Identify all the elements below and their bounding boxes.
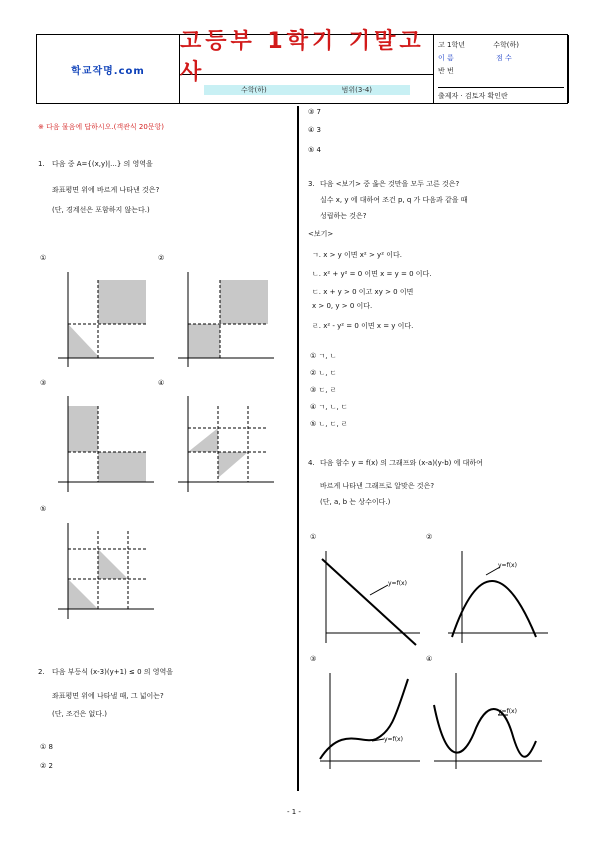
grade-label: 고 1학년 [438,41,465,49]
info-row-4: 출제자 · 검토자 확인란 [438,87,564,101]
logo-text: 학교작명.com [71,65,145,77]
q4-choice-4-graph[interactable] [428,665,546,775]
q4-choice-3-graph[interactable] [312,665,422,775]
shaded-region [68,406,98,452]
q3-choice-5[interactable]: ⑤ ㄴ, ㄷ, ㄹ [310,420,348,428]
shaded-region [98,549,128,579]
shaded-region [68,579,98,609]
graph-curve [434,705,536,757]
q1-choice-3-label[interactable]: ③ [40,379,47,387]
q3-box-label: <보기> [308,230,334,238]
q1-line-3: (단, 경계선은 포함하지 않는다.) [52,206,150,214]
q2-choice-2[interactable]: ② 2 [40,762,53,770]
graph-curve [452,581,536,637]
curve-label: y=f(x) [498,562,517,569]
shaded-region [98,452,146,482]
q1-choice-1-label[interactable]: ① [40,254,47,262]
q3-number: 3. [308,180,315,188]
q3-choice-1[interactable]: ① ㄱ, ㄴ [310,352,337,360]
exam-title: 고등부 1학기 기말고사 [180,35,433,75]
school-logo [37,35,180,103]
range-label: 범위(3-4) [341,86,373,94]
q1-choice-5-label[interactable]: ⑤ [40,505,47,513]
subject-bar [204,85,410,95]
q3-line-1: 다음 <보기> 중 옳은 것만을 모두 고른 것은? [320,180,460,188]
title-cell [180,28,434,103]
section-instruction: ※ 다음 물음에 답하시오.(객관식 20문항) [38,123,165,131]
q3-item-3b: x > 0, y > 0 이다. [312,302,373,310]
course-label: 수학(하) [493,41,519,49]
q4-choice-1-label[interactable]: ① [310,533,317,541]
info-cell [434,35,569,103]
q4-line-1: 다음 함수 y = f(x) 의 그래프와 (x-a)(y-b) 에 대하여 [320,459,483,467]
name-label: 이 름 [438,54,454,62]
info-row-1 [438,40,519,50]
shaded-region [188,428,218,452]
q2-choice-5[interactable]: ⑤ 4 [308,146,321,154]
graph-curve [322,559,416,645]
curve-label: y=f(x) [498,708,517,715]
exam-header [36,28,568,104]
q1-choice-2-graph[interactable] [170,262,280,372]
graph-curve [320,679,408,759]
curve-label: y=f(x) [388,580,407,587]
q4-choice-4-label[interactable]: ④ [426,655,433,663]
score-label: 점 수 [495,54,512,62]
q3-choice-3[interactable]: ③ ㄷ, ㄹ [310,386,337,394]
info-row-2 [438,53,512,63]
q3-item-4: ㄹ. x² - y² = 0 이면 x = y 이다. [312,322,414,330]
page-number: - 1 - [287,808,301,816]
q3-item-3: ㄷ. x + y > 0 이고 xy > 0 이면 [312,288,414,296]
q1-choice-4-label[interactable]: ④ [158,379,165,387]
q2-line-1: 다음 부등식 (x-3)(y+1) ≤ 0 의 영역을 [52,668,174,676]
q4-number: 4. [308,459,315,467]
leader-line [370,585,388,595]
q4-line-2: 바르게 나타낸 그래프로 알맞은 것은? [320,482,435,490]
subject-row [180,75,433,105]
q2-line-2: 좌표평면 위에 나타낼 때, 그 넓이는? [52,692,164,700]
q3-item-1: ㄱ. x > y 이면 x² > y² 이다. [312,251,402,259]
q1-choice-4-graph[interactable] [170,388,280,498]
q2-choice-3[interactable]: ③ 7 [308,108,321,116]
q4-line-3: (단, a, b 는 상수이다.) [320,498,391,506]
q1-choice-1-graph[interactable] [50,262,160,372]
q4-choice-2-label[interactable]: ② [426,533,433,541]
q1-number: 1. [38,160,45,168]
q3-choice-4[interactable]: ④ ㄱ, ㄴ, ㄷ [310,403,348,411]
q3-line-3: 성립하는 것은? [320,212,367,220]
q4-choice-1-graph[interactable] [312,545,422,650]
shaded-region [218,452,248,478]
curve-label: y=f(x) [384,736,403,743]
q4-choice-3-label[interactable]: ③ [310,655,317,663]
q1-choice-5-graph[interactable] [50,513,160,623]
column-divider [297,106,299,791]
shaded-region [188,324,220,358]
q3-choice-2[interactable]: ② ㄴ, ㄷ [310,369,337,377]
q2-choice-1[interactable]: ① 8 [40,743,53,751]
q1-choice-3-graph[interactable] [50,388,160,498]
q1-choice-2-label[interactable]: ② [158,254,165,262]
q2-line-3: (단, 조건은 없다.) [52,710,107,718]
q2-choice-4[interactable]: ④ 3 [308,126,321,134]
q3-line-2: 실수 x, y 에 대하여 조건 p, q 가 다음과 같을 때 [320,196,468,204]
q1-line-2: 좌표평면 위에 바르게 나타낸 것은? [52,186,160,194]
info-row-3: 반 번 [438,67,454,75]
q4-choice-2-graph[interactable] [440,545,550,650]
subject-label: 수학(하) [240,86,267,94]
shaded-region [220,280,268,324]
shaded-region [98,280,146,324]
q2-number: 2. [38,668,45,676]
q1-line-1: 다음 중 A={(x,y)|...} 의 영역을 [52,160,153,168]
q3-item-2: ㄴ. x² + y² = 0 이면 x = y = 0 이다. [312,270,432,278]
shaded-region [68,324,100,358]
